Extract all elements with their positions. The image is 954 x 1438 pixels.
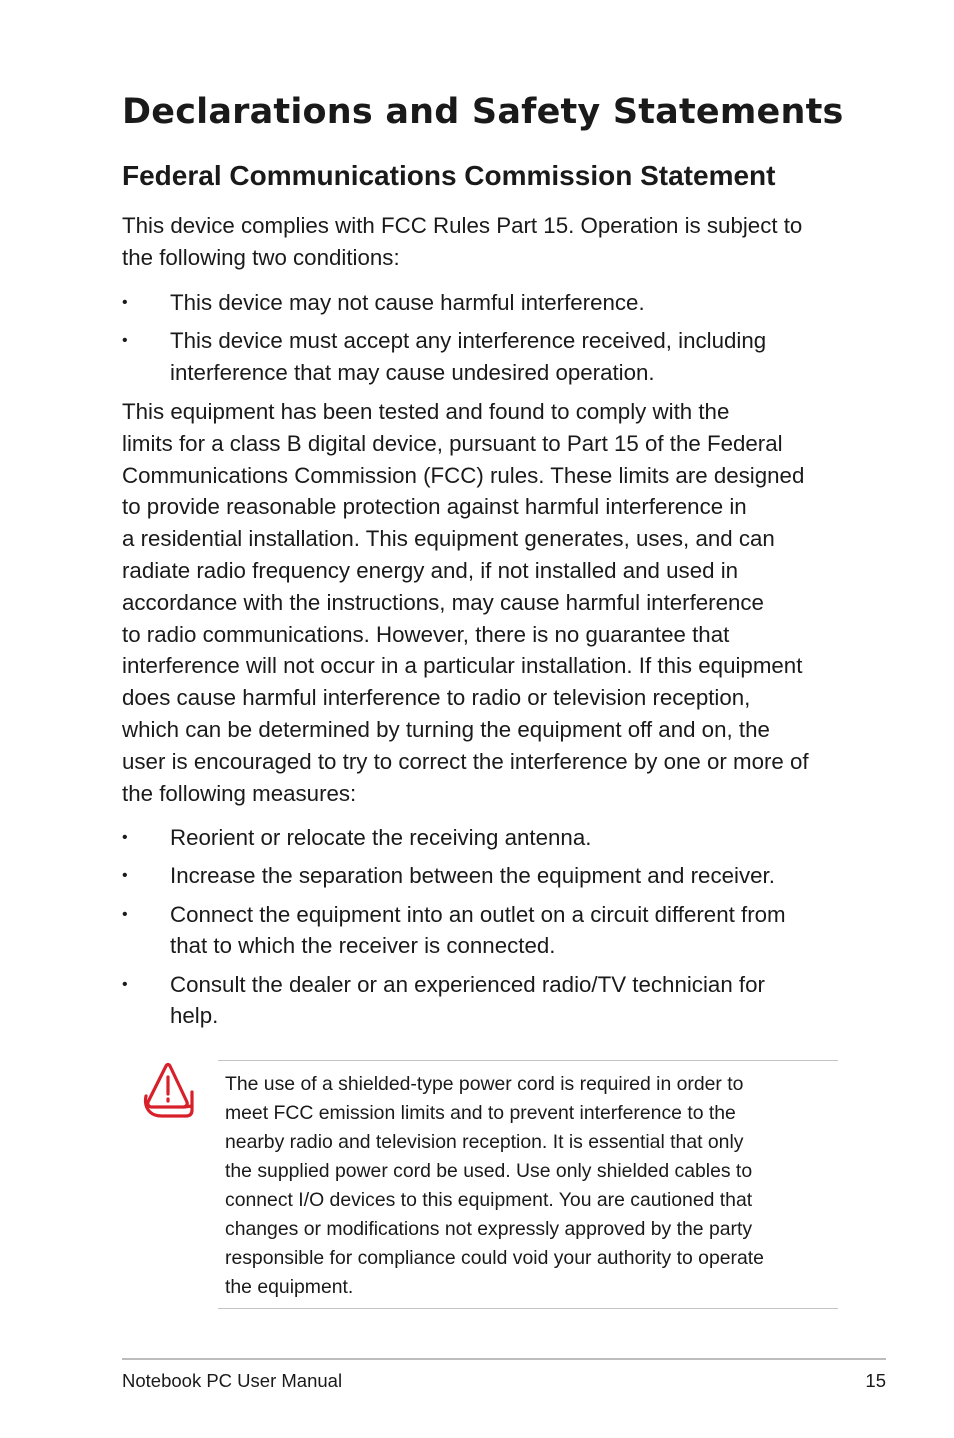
list-item bbox=[122, 287, 842, 319]
note-line: nearby radio and television reception. It is essential that only bbox=[225, 1131, 744, 1153]
bullet-marker: • bbox=[122, 975, 128, 993]
paragraph-line: accordance with the instructions, may cause harmful interference bbox=[122, 589, 764, 615]
list-item-line: Connect the equipment into an outlet on a circuit different from bbox=[170, 901, 786, 927]
bullet-marker: • bbox=[122, 332, 128, 350]
paragraph-line: This equipment has been tested and found to comply with the bbox=[122, 399, 730, 424]
list-item-line: interference that may cause undesired operation. bbox=[170, 360, 655, 386]
list-item bbox=[122, 969, 842, 1033]
list-item-line: Reorient or relocate the receiving antenna. bbox=[170, 825, 592, 850]
bullet-marker: • bbox=[122, 867, 128, 885]
list-item-line: Increase the separation between the equipment and receiver. bbox=[170, 863, 775, 889]
list-item bbox=[122, 899, 842, 963]
list-item-line: Consult the dealer or an experienced radio/TV technician for bbox=[170, 971, 765, 997]
paragraph-line: does cause harmful interference to radio or television reception, bbox=[122, 685, 751, 711]
bullet-marker: • bbox=[122, 829, 128, 846]
bullet-marker: • bbox=[122, 294, 128, 311]
paragraph-line: to radio communications. However, there is no guarantee that bbox=[122, 621, 730, 647]
list-item-line: This device may not cause harmful interference. bbox=[170, 290, 645, 315]
footer-manual-name: Notebook PC User Manual bbox=[122, 1370, 343, 1391]
conditions-list bbox=[122, 287, 842, 395]
section-heading: Federal Communications Commission Statement bbox=[122, 160, 776, 191]
paragraph-line: radiate radio frequency energy and, if not installed and used in bbox=[122, 557, 739, 583]
paragraph-line: limits for a class B digital device, pursuant to Part 15 of the Federal bbox=[122, 430, 783, 456]
list-item-line: that to which the receiver is connected. bbox=[170, 933, 556, 959]
warning-note-text bbox=[225, 1070, 838, 1302]
note-line: The use of a shielded-type power cord is required in order to bbox=[225, 1073, 744, 1095]
intro-line: This device complies with FCC Rules Part 15. Operation is subject to bbox=[122, 213, 803, 238]
footer-page-number: 15 bbox=[865, 1370, 886, 1391]
compliance-paragraph bbox=[122, 396, 842, 809]
measures-list bbox=[122, 822, 842, 1039]
paragraph-line: interference will not occur in a particular installation. If this equipment bbox=[122, 653, 803, 679]
note-line: connect I/O devices to this equipment. You are cautioned that bbox=[225, 1189, 753, 1211]
warning-note bbox=[218, 1060, 838, 1309]
note-line: the supplied power cord be used. Use only shielded cables to bbox=[225, 1160, 753, 1182]
list-item bbox=[122, 325, 842, 389]
footer-divider bbox=[122, 1358, 886, 1360]
paragraph-line: user is encouraged to try to correct the interference by one or more of bbox=[122, 748, 809, 774]
paragraph-line: Communications Commission (FCC) rules. These limits are designed bbox=[122, 462, 805, 488]
note-line: responsible for compliance could void your authority to operate bbox=[225, 1247, 764, 1269]
note-line: meet FCC emission limits and to prevent interference to the bbox=[225, 1102, 736, 1124]
intro-paragraph bbox=[122, 210, 842, 274]
intro-line: the following two conditions: bbox=[122, 244, 400, 270]
paragraph-line: to provide reasonable protection against harmful interference in bbox=[122, 494, 747, 520]
warning-hand-icon bbox=[142, 1062, 194, 1118]
page-title: Declarations and Safety Statements bbox=[122, 92, 844, 132]
paragraph-line: the following measures: bbox=[122, 780, 357, 806]
list-item-line: This device must accept any interference received, including bbox=[170, 328, 767, 354]
bullet-marker: • bbox=[122, 905, 128, 923]
note-line: changes or modifications not expressly approved by the party bbox=[225, 1218, 753, 1240]
paragraph-line: a residential installation. This equipment generates, uses, and can bbox=[122, 526, 775, 552]
list-item bbox=[122, 860, 842, 892]
paragraph-line: which can be determined by turning the equipment off and on, the bbox=[122, 716, 770, 742]
list-item bbox=[122, 822, 842, 854]
list-item-line: help. bbox=[170, 1003, 219, 1029]
note-line: the equipment. bbox=[225, 1276, 354, 1298]
